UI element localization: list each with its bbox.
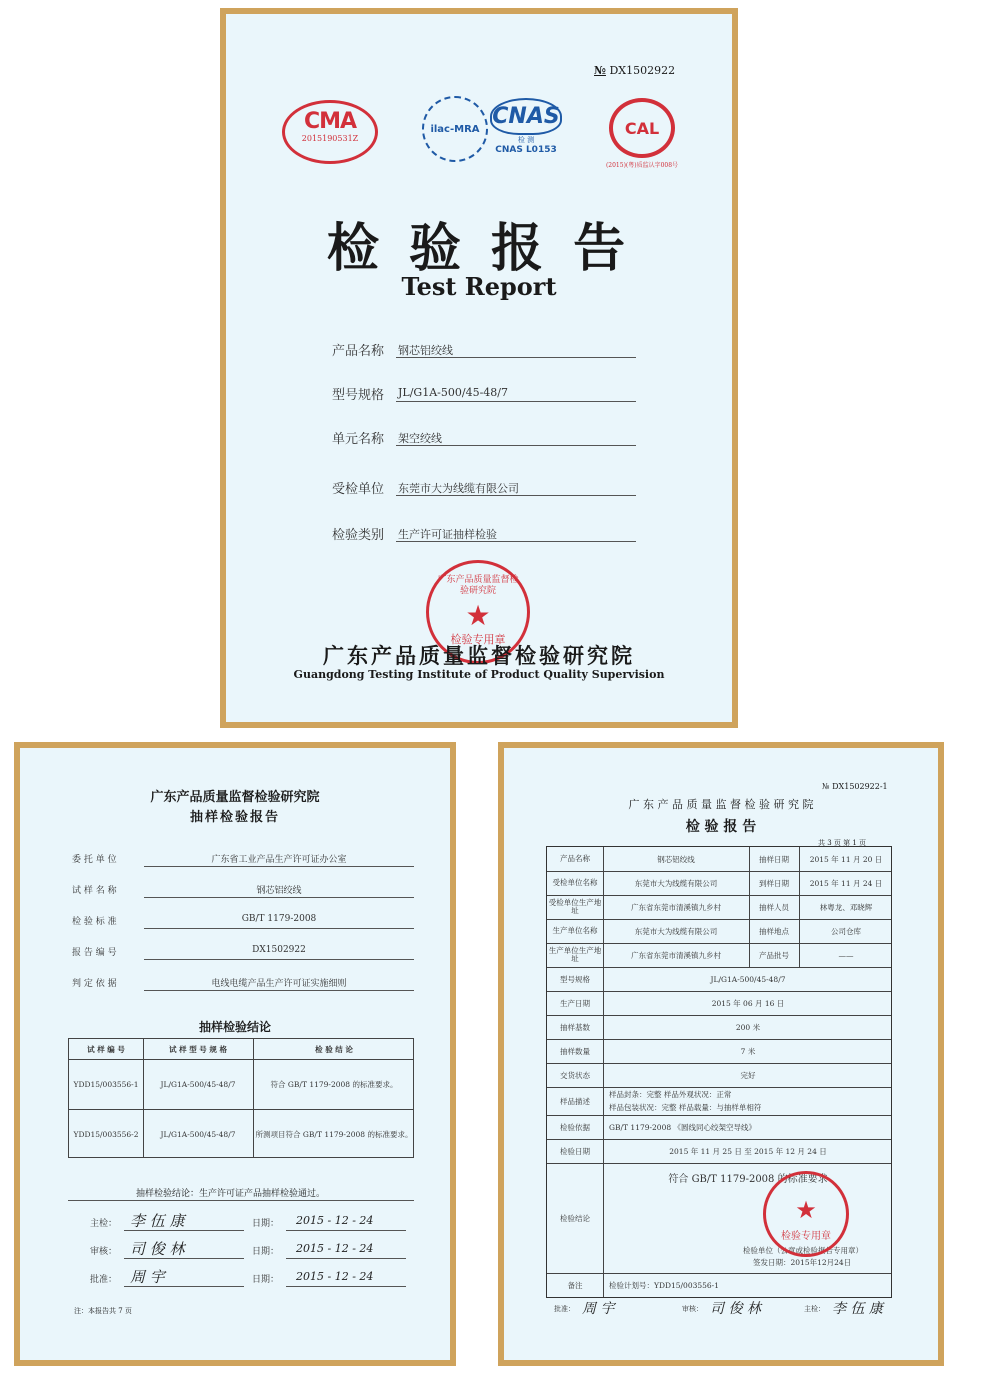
stamp-label: 检验专用章 [781,1231,831,1242]
row-label: 备注 [567,1280,583,1290]
row-label: 样品描述 [560,1096,590,1106]
field-underline [396,357,636,358]
table-row: JL/G1A-500/45-48/7 [160,1079,236,1089]
row-value: 林粤龙、邓晓辉 [819,902,873,912]
row-value: 钢芯铝绞线 [657,854,695,864]
th-result: 检 验 结 论 [315,1044,353,1054]
signature: 司 俊 林 [710,1301,761,1317]
row-value: 完好 [740,1070,756,1080]
row-label: 交货状态 [560,1070,590,1080]
signature: 周 宇 [130,1268,165,1286]
row-value: 7 米 [740,1046,756,1056]
sign-role: 主检： [804,1305,825,1313]
field-underline [396,541,636,542]
row-value: 符合 GB/T 1179-2008 的标准要求 [668,1173,828,1185]
footnote: 注：本报告共 7 页 [74,1307,132,1315]
row-value: 200 米 [735,1022,761,1032]
field-label: 产品名称 [332,344,385,359]
sign-role: 批准： [90,1275,118,1285]
field-underline [144,897,414,898]
row-value: —— [838,950,854,960]
table-row: YDD15/003556-2 [73,1129,139,1139]
row-value: 2015 年 11 月 25 日 至 2015 年 12 月 24 日 [669,1146,827,1156]
institute-cn: 广东产品质量监督检验研究院 [323,643,635,668]
row-label: 检验结论 [560,1213,590,1223]
row-label: 受检单位生产地址 [548,898,602,915]
row-label: 型号规格 [560,974,590,984]
field-underline [396,445,636,446]
row-label: 到样日期 [759,878,789,888]
signature: 李 伍 康 [130,1212,185,1230]
row-value: 2015 年 06 月 16 日 [711,998,785,1008]
table-row: JL/G1A-500/45-48/7 [160,1129,236,1139]
row-label: 产品名称 [560,854,590,863]
report-number: № DX1502922 [594,64,676,77]
row-label: 抽样地点 [759,926,789,936]
date-label: 日期： [252,1247,280,1257]
row-label: 抽样基数 [560,1022,590,1032]
col-divider [749,847,750,967]
right-institute: 广 东 产 品 质 量 监 督 检 验 研 究 院 [628,798,814,811]
field-value: 钢芯铝绞线 [398,344,453,357]
row-label: 产品批号 [759,950,789,960]
row-value: GB/T 1179-2008 《圆线同心绞架空导线》 [609,1122,757,1132]
title-en: Test Report [401,272,557,301]
field-underline [144,928,414,929]
field-label: 报 告 编 号 [72,948,117,958]
row-value: JL/G1A-500/45-48/7 [710,974,786,984]
date-underline [286,1258,406,1259]
right-report-number: № DX1502922-1 [822,782,888,791]
row-value: 东莞市大为线缆有限公司 [634,926,718,936]
sign-underline [124,1230,244,1231]
table-row: YDD15/003556-1 [73,1079,139,1089]
row-label: 生产日期 [560,998,590,1008]
right-sheet [504,748,938,1360]
row-label: 生产单位生产地址 [548,946,602,963]
field-label: 判 定 依 据 [72,979,117,989]
stamp-star: ★ [795,1196,817,1224]
signature: 周 宇 [582,1301,615,1317]
conclusion-title: 抽样检验结论 [198,1020,271,1034]
field-underline [144,866,414,867]
field-underline [396,401,636,402]
row-label: 抽样日期 [759,854,789,864]
field-label: 受检单位 [332,482,385,497]
left-sheet [20,748,450,1360]
date-label: 日期： [252,1219,280,1229]
sign-underline [124,1258,244,1259]
issue-date: 签发日期：2015年12月24日 [753,1257,852,1267]
date-underline [286,1286,406,1287]
sign-role: 审核： [682,1305,703,1313]
th-id: 试 样 编 号 [87,1044,125,1054]
institute-en: Guangdong Testing Institute of Product Quality Supervision [293,668,665,681]
summary-line: 抽样检验结论：生产许可证产品抽样检验通过。 [136,1189,326,1199]
field-label: 检 验 标 准 [72,917,117,927]
row-label: 生产单位名称 [552,926,598,935]
field-value: JL/G1A-500/45-48/7 [398,386,508,399]
left-institute: 广东产品质量监督检验研究院 [150,790,320,805]
row-value: 广东省东莞市清溪镇九乡村 [631,902,721,912]
field-label: 检验类别 [332,528,385,543]
signature: 李 伍 康 [832,1301,883,1317]
ilac-mra-logo: ilac-MRA [422,96,488,162]
field-value: 生产许可证抽样检验 [398,528,497,541]
row-value: 公司仓库 [831,926,861,936]
row-value: 样品封条：完整 样品外观状况：正常 [609,1089,732,1099]
right-frame [498,742,944,1366]
cnas-logo: CNAS 检 测 CNAS L0153 [490,98,562,155]
row-label: 受检单位名称 [552,878,598,887]
sign-underline [124,1286,244,1287]
field-value: 东莞市大为线缆有限公司 [398,482,519,495]
cma-logo: CMA 2015190531Z [282,100,378,164]
field-label: 试 样 名 称 [72,886,117,896]
date-label: 日期： [252,1275,280,1285]
row-label: 检验依据 [560,1122,590,1132]
row-label: 检验日期 [560,1146,590,1156]
conclusion-table [68,1038,414,1158]
field-value: 架空绞线 [398,432,442,445]
row-value: 广东省东莞市清溪镇九乡村 [631,950,721,960]
left-title: 抽样检验报告 [189,810,280,825]
col-divider [799,847,800,967]
left-frame [14,742,456,1366]
field-label: 型号规格 [332,388,385,403]
cover-official-stamp: 广东产品质量监督检验研究院 ★ 检验专用章 [426,560,530,664]
field-underline [144,990,414,991]
field-value: 钢芯铝绞线 [256,886,302,896]
field-label: 委 托 单 位 [72,855,117,865]
th-model: 试 样 型 号 规 格 [168,1044,228,1054]
right-official-stamp [763,1171,849,1257]
field-underline [144,959,414,960]
cover-sheet [226,14,732,722]
page-info: 共 3 页 第 1 页 [818,839,867,847]
inspection-table [546,846,892,1298]
issue-unit: 检验单位（公章或检验报告专用章） [743,1245,863,1255]
cal-logo: CAL (2015)(粤)质监认字008号 [602,98,682,169]
signature: 司 俊 林 [130,1240,185,1258]
right-title: 检 验 报 告 [685,819,757,835]
col-divider [603,847,604,1297]
title-cn: 检 验 报 告 [326,218,632,279]
row-label: 抽样数量 [560,1046,590,1056]
field-underline [396,495,636,496]
row-value: 检验计划号：YDD15/003556-1 [609,1280,719,1290]
sign-role: 主检： [90,1219,118,1229]
sign-role: 审核： [90,1247,118,1257]
field-value: 电线电缆产品生产许可证实施细则 [211,979,347,989]
cover-frame [220,8,738,728]
sign-date: 2015 - 12 - 24 [296,1270,374,1283]
field-label: 单元名称 [332,432,385,447]
row-value: 2015 年 11 月 24 日 [809,878,883,888]
field-value: DX1502922 [252,945,306,955]
field-value: 广东省工业产品生产许可证办公室 [211,855,347,865]
table-row: 所测项目符合 GB/T 1179-2008 的标准要求。 [255,1129,413,1139]
row-value: 样品包装状况：完整 样品载量：与抽样单相符 [609,1102,762,1112]
table-row: 符合 GB/T 1179-2008 的标准要求。 [270,1079,398,1089]
sign-date: 2015 - 12 - 24 [296,1242,374,1255]
row-label: 抽样人员 [759,902,789,912]
field-value: GB/T 1179-2008 [241,914,317,924]
row-value: 2015 年 11 月 20 日 [809,854,883,864]
date-underline [286,1230,406,1231]
sign-date: 2015 - 12 - 24 [296,1214,374,1227]
row-value: 东莞市大为线缆有限公司 [634,878,718,888]
sign-role: 批准： [554,1305,575,1313]
